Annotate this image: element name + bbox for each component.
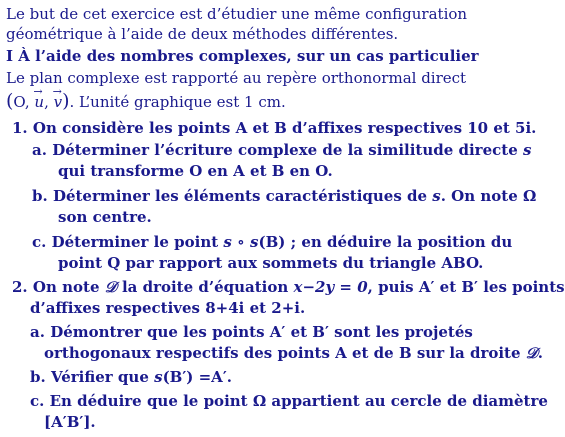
q1-line [12, 118, 536, 139]
q1c-line-1 [32, 232, 512, 253]
repere-origin: O, [13, 93, 30, 111]
q2a-period: . [537, 344, 543, 362]
q1c-text-pre: Déterminer le point [51, 233, 219, 251]
repere-close-paren: ) [62, 90, 70, 112]
q2b-s: s [154, 368, 163, 386]
q1a-line-2: qui transforme O en A et B en O. [58, 162, 333, 180]
q2b-text-post: (B′) =A′. [162, 368, 232, 386]
q1c-expr: s ∘ s [223, 233, 259, 251]
q1c-label: c. [32, 233, 47, 251]
q2b-text-pre: Vérifier que [50, 368, 149, 386]
q2-line-1 [12, 277, 565, 298]
q2-number: 2. [12, 278, 28, 296]
q2a-line-2 [44, 343, 543, 364]
q1b-text-pre: Déterminer les éléments caractéristiques de [52, 187, 428, 205]
q1b-line-2: son centre. [58, 208, 152, 226]
q2a-text-2: orthogonaux respectifs des points A et de B sur la droite [44, 344, 521, 362]
q2-equation: x−2y = 0 [293, 278, 368, 296]
q1b-text-post: . On note Ω [440, 187, 537, 205]
repere-open-paren: ( [6, 90, 14, 112]
q1a-label: a. [32, 141, 47, 159]
q1-number: 1. [12, 119, 28, 137]
q1b-s: s [432, 187, 441, 205]
intro-line-1: Le but de cet exercice est d’étudier une même configuration [6, 5, 468, 23]
vector-u: → u [34, 92, 44, 113]
q2b-label: b. [30, 368, 46, 386]
q1b-line-1 [32, 186, 536, 207]
intro-line-2: géométrique à l’aide de deux méthodes différentes. [6, 25, 399, 43]
q1b-label: b. [32, 187, 48, 205]
q2b-line [30, 367, 232, 388]
q2c-label: c. [30, 392, 45, 410]
q2-line-D: 𝒟 [104, 278, 117, 296]
repere-line: (O, → u, → v). L’unité graphique est 1 cm. [6, 91, 286, 113]
part1-heading: I À l’aide des nombres complexes, sur un cas particulier [6, 47, 479, 65]
vector-v: → v [54, 92, 62, 113]
q2a-label: a. [30, 323, 45, 341]
plan-line-1: Le plan complexe est rapporté au repère orthonormal direct [6, 69, 467, 87]
q2c-line-2: [A′B′]. [44, 413, 96, 431]
q2-line-2: d’affixes respectives 8+4i et 2+i. [30, 299, 306, 317]
q1a-s: s [522, 141, 532, 159]
q2a-text-1: Démontrer que les points A′ et B′ sont les projetés [50, 323, 473, 341]
q1a-line-1 [32, 140, 531, 161]
q1a-text-1: Déterminer l’écriture complexe de la similitude directe [52, 141, 518, 159]
unit-text: . L’unité graphique est 1 cm. [69, 93, 286, 111]
q1-text: On considère les points A et B d’affixes respectives 10 et 5i. [32, 119, 537, 137]
q2-text-pre: On note [32, 278, 100, 296]
q1c-text-post: (B) ; en déduire la position du [258, 233, 513, 251]
q2a-line-D: 𝒟 [525, 344, 538, 362]
q1c-line-2: point Q par rapport aux sommets du triangle ABO. [58, 254, 484, 272]
q2a-line-1 [30, 322, 473, 343]
q2c-line-1 [30, 391, 548, 412]
q2-text-post: , puis A′ et B′ les points [367, 278, 565, 296]
q2-text-mid: la droite d’équation [121, 278, 289, 296]
q2c-text-1: En déduire que le point Ω appartient au cercle de diamètre [49, 392, 548, 410]
